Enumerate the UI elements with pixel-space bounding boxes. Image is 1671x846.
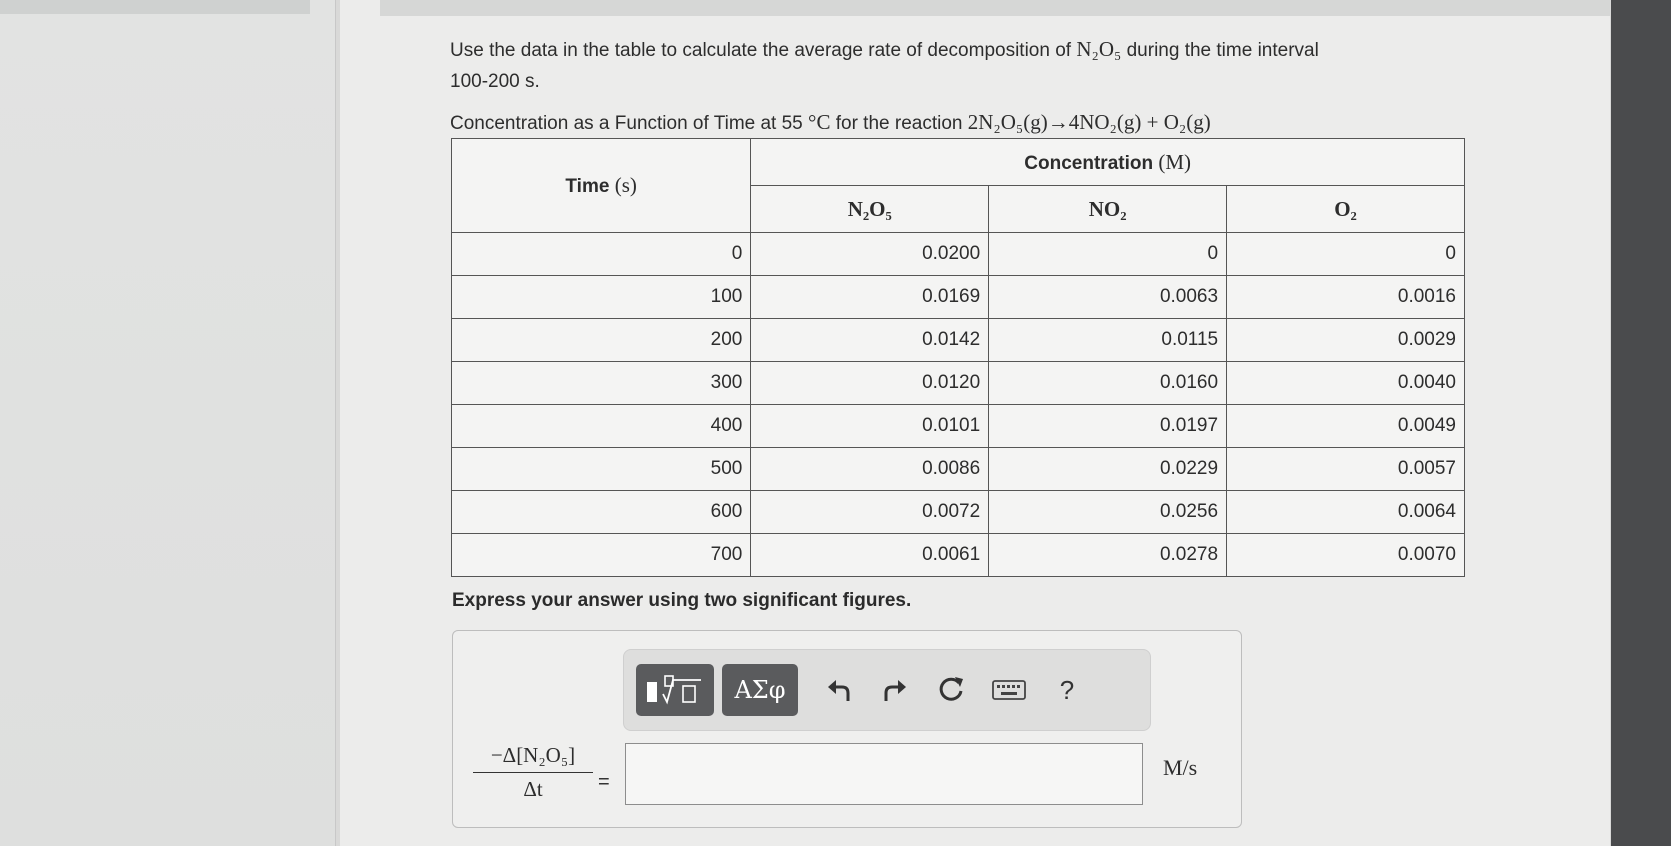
no2-cell: 0.0278: [989, 534, 1227, 577]
time-header-label: Time: [565, 176, 610, 197]
species-header-n2o5: N₂O₅: [751, 186, 989, 233]
answer-box: [452, 630, 1242, 828]
no2-cell: 0: [989, 233, 1227, 276]
o2-cell: 0.0070: [1227, 534, 1465, 577]
rate-numerator: −Δ[N₂O₅]: [473, 743, 593, 773]
keyboard-icon: [991, 678, 1027, 702]
no2-cell: 0.0197: [989, 405, 1227, 448]
n2o5-cell: 0.0086: [751, 448, 989, 491]
concentration-header: [751, 139, 1465, 186]
table-body: [452, 233, 1465, 577]
o2-cell: 0: [1227, 233, 1465, 276]
caption-text: Concentration as a Function of Time at 55: [450, 113, 803, 134]
species-header-o2: O₂: [1227, 186, 1465, 233]
no2-cell: 0.0115: [989, 319, 1227, 362]
n2o5-cell: 0.0072: [751, 491, 989, 534]
time-cell: 400: [452, 405, 751, 448]
equals-sign: =: [598, 771, 610, 793]
question-text: [450, 34, 1671, 97]
question-interval: 100-200 s.: [450, 71, 540, 92]
left-panel: [0, 0, 336, 846]
greek-symbols-button[interactable]: ΑΣφ: [722, 664, 798, 716]
table-row: [452, 491, 1465, 534]
question-compound: N₂O₅: [1076, 37, 1122, 61]
time-header-unit: (s): [614, 173, 637, 197]
answer-units: M/s: [1163, 755, 1198, 780]
o2-cell: 0.0040: [1227, 362, 1465, 405]
n2o5-cell: 0.0061: [751, 534, 989, 577]
redo-icon: [880, 675, 910, 705]
reset-icon: [935, 674, 967, 706]
n2o5-cell: 0.0169: [751, 276, 989, 319]
keyboard-button[interactable]: [990, 670, 1028, 710]
templates-icon: [643, 672, 707, 708]
time-cell: 300: [452, 362, 751, 405]
undo-icon: [824, 675, 854, 705]
time-cell: 600: [452, 491, 751, 534]
table-row: [452, 233, 1465, 276]
table-row: [452, 534, 1465, 577]
screen-bezel: [1611, 0, 1671, 846]
time-header: [452, 139, 751, 233]
rate-expression: [473, 743, 593, 802]
o2-cell: 0.0029: [1227, 319, 1465, 362]
table-row: [452, 362, 1465, 405]
no2-cell: 0.0256: [989, 491, 1227, 534]
instruction-text: Express your answer using two significant figures.: [452, 590, 912, 611]
math-toolbar: [623, 649, 1151, 731]
rate-denominator: Δt: [523, 777, 543, 801]
redo-button[interactable]: [876, 670, 914, 710]
reset-button[interactable]: [932, 670, 970, 710]
help-button[interactable]: ?: [1059, 674, 1075, 705]
n2o5-cell: 0.0101: [751, 405, 989, 448]
o2-cell: 0.0016: [1227, 276, 1465, 319]
caption-reaction: 2N₂O₅(g)→4NO₂(g) + O₂(g): [967, 110, 1211, 134]
concentration-header-unit: (M): [1158, 149, 1192, 174]
concentration-table: [451, 138, 1465, 577]
table-row: [452, 319, 1465, 362]
o2-cell: 0.0049: [1227, 405, 1465, 448]
species-header-no2: NO₂: [989, 186, 1227, 233]
o2-cell: 0.0064: [1227, 491, 1465, 534]
n2o5-cell: 0.0120: [751, 362, 989, 405]
n2o5-cell: 0.0142: [751, 319, 989, 362]
o2-cell: 0.0057: [1227, 448, 1465, 491]
no2-cell: 0.0160: [989, 362, 1227, 405]
undo-button[interactable]: [820, 670, 858, 710]
answer-input[interactable]: [625, 743, 1143, 805]
time-cell: 0: [452, 233, 751, 276]
no2-cell: 0.0063: [989, 276, 1227, 319]
table-row: [452, 276, 1465, 319]
no2-cell: 0.0229: [989, 448, 1227, 491]
time-cell: 200: [452, 319, 751, 362]
time-cell: 100: [452, 276, 751, 319]
concentration-header-label: Concentration: [1024, 152, 1154, 174]
left-panel-topbar: [0, 0, 310, 14]
table-row: [452, 405, 1465, 448]
time-cell: 500: [452, 448, 751, 491]
n2o5-cell: 0.0200: [751, 233, 989, 276]
question-prefix: Use the data in the table to calculate the average rate of decomposition of: [450, 40, 1072, 61]
caption-reaction-intro: for the reaction: [835, 113, 963, 134]
table-row: [452, 448, 1465, 491]
templates-button[interactable]: [636, 664, 714, 716]
table-caption: [450, 110, 1211, 135]
question-suffix: during the time interval: [1126, 40, 1319, 61]
content-top-strip: [380, 0, 1610, 16]
time-cell: 700: [452, 534, 751, 577]
caption-temperature-unit: °C: [808, 110, 831, 134]
